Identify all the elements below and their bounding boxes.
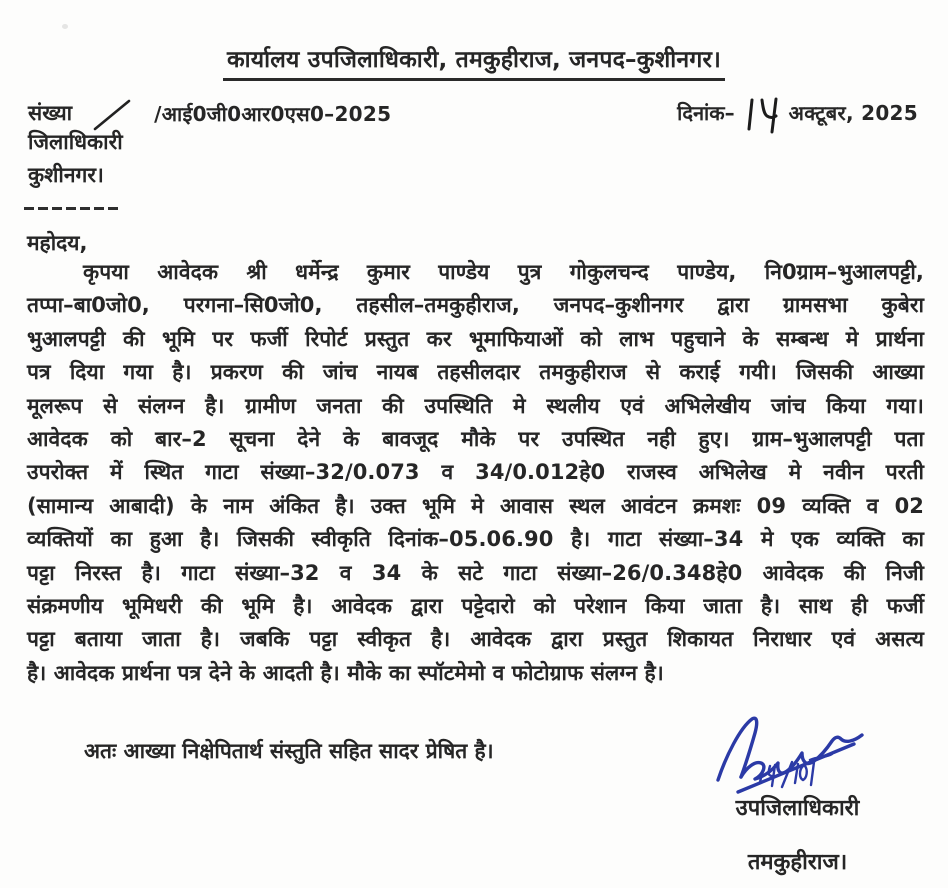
- handwritten-date-day: [741, 95, 785, 139]
- body-line: कृपया आवेदक श्री धर्मेन्द्र कुमार पाण्डेय पुत्र गोकुलचन्द पाण्डेय, नि0ग्राम–भुआलपट्टी,: [83, 260, 924, 284]
- body-line: व्यक्तियों का हुआ है। जिसकी स्वीकृति दिनांक–05.06.90 है। गाटा संख्या–34 मे एक व्यक्ति का: [27, 527, 924, 552]
- signature-scribble-icon: [702, 710, 902, 800]
- dash-divider: [24, 207, 120, 210]
- signatory-designation: उपजिलाधिकारी: [735, 796, 860, 821]
- ref-date-row: [28, 99, 918, 139]
- date-label: दिनांक–: [677, 101, 735, 125]
- addressee-place: कुशीनगर।: [28, 163, 104, 187]
- body-line: संक्रमणीय भूमिधरी की भूमि है। आवेदक द्वारा पट्टेदारो को परेशान किया जाता है। साथ ही फर्जी: [27, 593, 924, 618]
- closing-line: अतः आख्या निक्षेपितार्थ संस्तुति सहित सादर प्रेषित है।: [84, 739, 494, 763]
- letter-body: [27, 256, 924, 690]
- ref-number: /आई0जी0आर0एस0–2025: [154, 102, 392, 126]
- body-line: पट्टा बताया जाता है। जबकि पट्टा स्वीकृत है। आवेदक द्वारा प्रस्तुत शिकायत निराधार एवं असत्य: [27, 627, 924, 652]
- signatory-place: तमकुहीराज।: [747, 850, 848, 875]
- body-line: उपरोक्त में स्थित गाटा संख्या–32/0.073 व 34/0.012हे0 राजस्व अभिलेख मे नवीन परती: [27, 460, 924, 485]
- handwritten-slash-icon: [90, 99, 134, 131]
- date-group: [677, 99, 918, 139]
- body-line: पट्टा निरस्त है। गाटा संख्या–32 व 34 के सटे गाटा संख्या–26/0.348हे0 आवेदक की निजी: [27, 560, 924, 585]
- body-line: पत्र दिया गया है। प्रकरण की जांच नायब तहसीलदार तमकुहीराज से कराई गयी। जिसकी आख्या: [27, 360, 924, 385]
- office-title: कार्यालय उपजिलाधिकारी, तमकुहीराज, जनपद–कुशीनगर।: [223, 46, 725, 81]
- ref-number-group: [28, 99, 391, 131]
- number-label: संख्या: [28, 101, 73, 125]
- handwritten-day-icon: [741, 95, 785, 135]
- header-row: [0, 46, 948, 81]
- salutation: महोदय,: [27, 231, 88, 255]
- body-line: (सामान्य आबादी) के नाम अंकित है। उक्त भूमि मे आवास स्थल आवंटन क्रमशः 09 व्यक्ति व 02: [27, 493, 924, 518]
- body-line: है। आवेदक प्रार्थना पत्र देने के आदती है। मौके का स्पॉटमेमो व फोटोग्राफ संलग्न है।: [27, 660, 664, 685]
- addressee-designation: जिलाधिकारी: [28, 130, 123, 154]
- date-month-year: अक्टूबर, 2025: [788, 101, 918, 125]
- body-line: आवेदक को बार–2 सूचना देने के बावजूद मौके पर उपस्थित नही हुए। ग्राम–भुआलपट्टी पता: [27, 426, 924, 451]
- scan-speck: [62, 24, 68, 29]
- body-line: मूलरूप से संलग्न है। ग्रामीण जनता की उपस्थिति मे स्थलीय एवं अभिलेखीय जांच किया गया।: [27, 393, 924, 418]
- body-line: तप्पा–बा0जो0, परगना–सि0जो0, तहसील–तमकुहीराज, जनपद–कुशीनगर द्वारा ग्रामसभा कुबेरा: [27, 293, 924, 318]
- body-line: भुआलपट्टी की भूमि पर फर्जी रिपोर्ट प्रस्तुत कर भूमाफियाओं को लाभ पहुचाने के सम्बन्ध मे प्रार्थना: [27, 326, 924, 351]
